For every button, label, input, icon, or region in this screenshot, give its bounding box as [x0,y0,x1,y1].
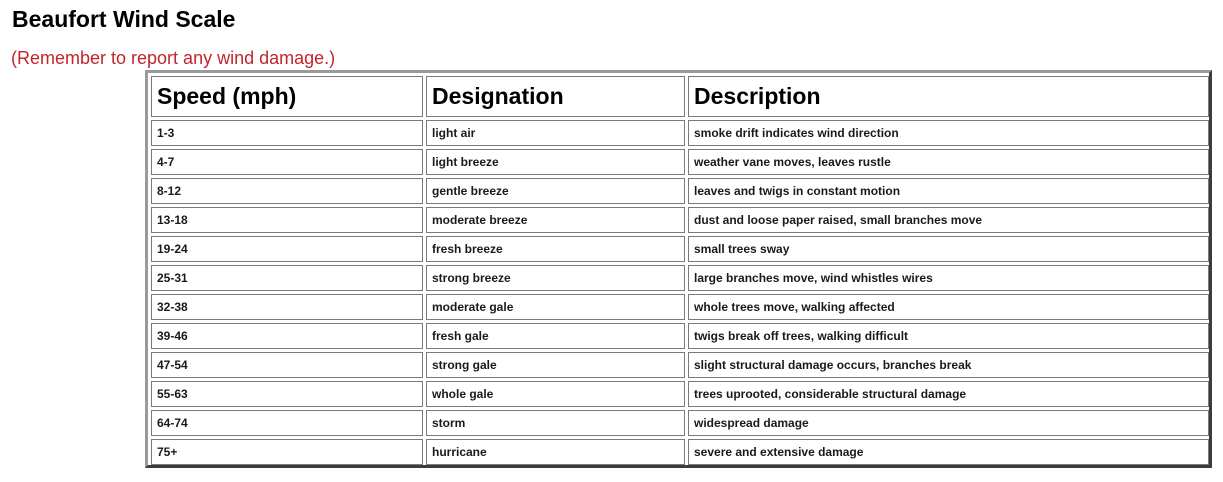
table-row [151,323,1209,349]
cell-designation: whole gale [426,381,685,407]
cell-speed: 75+ [151,439,423,465]
cell-designation: strong breeze [426,265,685,291]
cell-designation: storm [426,410,685,436]
cell-speed: 32-38 [151,294,423,320]
cell-speed: 4-7 [151,149,423,175]
cell-description: small trees sway [688,236,1209,262]
cell-designation: light air [426,120,685,146]
cell-speed: 13-18 [151,207,423,233]
cell-description: smoke drift indicates wind direction [688,120,1209,146]
cell-description: leaves and twigs in constant motion [688,178,1209,204]
beaufort-table-frame [145,70,1212,468]
header-description: Description [688,76,1209,117]
cell-description: slight structural damage occurs, branches break [688,352,1209,378]
cell-speed: 47-54 [151,352,423,378]
damage-reminder-note: (Remember to report any wind damage.) [11,48,336,68]
cell-description: weather vane moves, leaves rustle [688,149,1209,175]
cell-designation: moderate gale [426,294,685,320]
cell-speed: 39-46 [151,323,423,349]
cell-speed: 19-24 [151,236,423,262]
table-row [151,265,1209,291]
cell-description: widespread damage [688,410,1209,436]
table-row [151,439,1209,465]
table-row [151,410,1209,436]
table-row [151,149,1209,175]
table-row [151,294,1209,320]
table-row [151,352,1209,378]
table-row [151,236,1209,262]
cell-speed: 64-74 [151,410,423,436]
cell-designation: fresh breeze [426,236,685,262]
cell-description: twigs break off trees, walking difficult [688,323,1209,349]
cell-description: dust and loose paper raised, small branches move [688,207,1209,233]
cell-designation: hurricane [426,439,685,465]
cell-speed: 55-63 [151,381,423,407]
cell-description: severe and extensive damage [688,439,1209,465]
table-header-row [151,76,1209,117]
table-row [151,120,1209,146]
cell-designation: light breeze [426,149,685,175]
page-title: Beaufort Wind Scale [12,6,236,32]
cell-speed: 1-3 [151,120,423,146]
cell-description: whole trees move, walking affected [688,294,1209,320]
cell-designation: strong gale [426,352,685,378]
cell-designation: moderate breeze [426,207,685,233]
cell-description: large branches move, wind whistles wires [688,265,1209,291]
cell-designation: gentle breeze [426,178,685,204]
table-row [151,207,1209,233]
beaufort-wind-table [148,73,1212,468]
cell-speed: 25-31 [151,265,423,291]
cell-speed: 8-12 [151,178,423,204]
table-row [151,381,1209,407]
cell-description: trees uprooted, considerable structural damage [688,381,1209,407]
cell-designation: fresh gale [426,323,685,349]
header-designation: Designation [426,76,685,117]
table-row [151,178,1209,204]
header-speed: Speed (mph) [151,76,423,117]
